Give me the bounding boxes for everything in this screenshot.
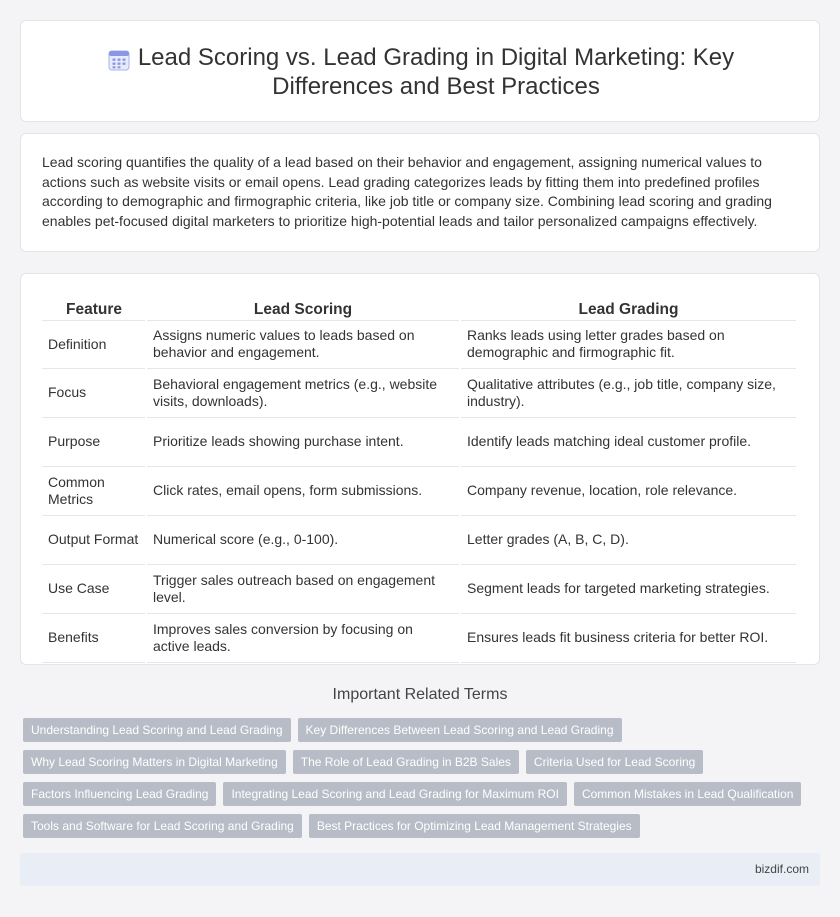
calendar-icon bbox=[108, 49, 130, 71]
header-card bbox=[20, 20, 820, 122]
lead-scoring-cell: Numerical score (e.g., 0-100). bbox=[146, 515, 460, 564]
header-lead-grading: Lead Grading bbox=[460, 294, 797, 320]
table-row bbox=[42, 417, 797, 466]
related-term-link[interactable]: Common Mistakes in Lead Qualification bbox=[574, 782, 801, 806]
feature-cell: Purpose bbox=[42, 417, 146, 466]
related-term-link[interactable]: Understanding Lead Scoring and Lead Grading bbox=[23, 718, 291, 742]
lead-grading-cell: Segment leads for targeted marketing strategies. bbox=[460, 564, 797, 613]
feature-cell: Use Case bbox=[42, 564, 146, 613]
table-row bbox=[42, 320, 797, 368]
lead-scoring-cell: Click rates, email opens, form submissions. bbox=[146, 466, 460, 515]
lead-grading-cell: Qualitative attributes (e.g., job title, company size, industry). bbox=[460, 368, 797, 417]
lead-scoring-cell: Behavioral engagement metrics (e.g., website visits, downloads). bbox=[146, 368, 460, 417]
feature-cell: Focus bbox=[42, 368, 146, 417]
header-lead-scoring: Lead Scoring bbox=[146, 294, 460, 320]
intro-card bbox=[20, 133, 820, 252]
related-term-link[interactable]: Best Practices for Optimizing Lead Management Strategies bbox=[309, 814, 640, 838]
table-row bbox=[42, 466, 797, 515]
related-term-link[interactable]: Factors Influencing Lead Grading bbox=[23, 782, 216, 806]
related-term-link[interactable]: Tools and Software for Lead Scoring and Grading bbox=[23, 814, 302, 838]
lead-grading-cell: Identify leads matching ideal customer profile. bbox=[460, 417, 797, 466]
tag-row bbox=[23, 814, 823, 838]
comparison-table bbox=[42, 294, 798, 663]
table-row bbox=[42, 613, 797, 662]
table-row bbox=[42, 368, 797, 417]
page-title: Lead Scoring vs. Lead Grading in Digital Marketing: Key Differences and Best Practices bbox=[137, 44, 735, 100]
related-term-link[interactable]: Integrating Lead Scoring and Lead Grading for Maximum ROI bbox=[223, 782, 567, 806]
lead-scoring-cell: Assigns numeric values to leads based on behavior and engagement. bbox=[146, 320, 460, 368]
related-terms-tags bbox=[23, 718, 823, 846]
intro-paragraph: Lead scoring quantifies the quality of a lead based on their behavior and engagement, assigning numerical values to actions such as website visits or email opens. Lead grading categorizes leads by fitting them into predefined profiles according to demographic and firmographic criteria, like job title or company size. Combining lead scoring and grading enables pet-focused digital marketers to prioritize high-potential leads and tailor personalized campaigns effectively. bbox=[42, 154, 772, 229]
lead-scoring-cell: Prioritize leads showing purchase intent. bbox=[146, 417, 460, 466]
lead-grading-cell: Ensures leads fit business criteria for better ROI. bbox=[460, 613, 797, 662]
related-term-link[interactable]: The Role of Lead Grading in B2B Sales bbox=[293, 750, 519, 774]
related-term-link[interactable]: Why Lead Scoring Matters in Digital Marketing bbox=[23, 750, 286, 774]
feature-cell: Benefits bbox=[42, 613, 146, 662]
lead-grading-cell: Letter grades (A, B, C, D). bbox=[460, 515, 797, 564]
tag-row bbox=[23, 782, 823, 806]
table-header-row bbox=[42, 294, 797, 320]
feature-cell: Output Format bbox=[42, 515, 146, 564]
footer-bar bbox=[20, 853, 820, 886]
feature-cell: Definition bbox=[42, 320, 146, 368]
lead-grading-cell: Company revenue, location, role relevance. bbox=[460, 466, 797, 515]
header-feature: Feature bbox=[42, 294, 146, 320]
related-term-link[interactable]: Key Differences Between Lead Scoring and Lead Grading bbox=[298, 718, 622, 742]
table-row bbox=[42, 564, 797, 613]
lead-scoring-cell: Trigger sales outreach based on engagement level. bbox=[146, 564, 460, 613]
related-term-link[interactable]: Criteria Used for Lead Scoring bbox=[526, 750, 703, 774]
feature-cell: Common Metrics bbox=[42, 466, 146, 515]
comparison-table-card bbox=[20, 273, 820, 665]
site-link[interactable]: bizdif.com bbox=[754, 862, 809, 876]
lead-scoring-cell: Improves sales conversion by focusing on active leads. bbox=[146, 613, 460, 662]
table-row bbox=[42, 515, 797, 564]
title-wrap bbox=[21, 21, 821, 123]
lead-grading-cell: Ranks leads using letter grades based on demographic and firmographic fit. bbox=[460, 320, 797, 368]
related-terms-title: Important Related Terms bbox=[332, 686, 508, 703]
tag-row bbox=[23, 718, 823, 742]
tag-row bbox=[23, 750, 823, 774]
